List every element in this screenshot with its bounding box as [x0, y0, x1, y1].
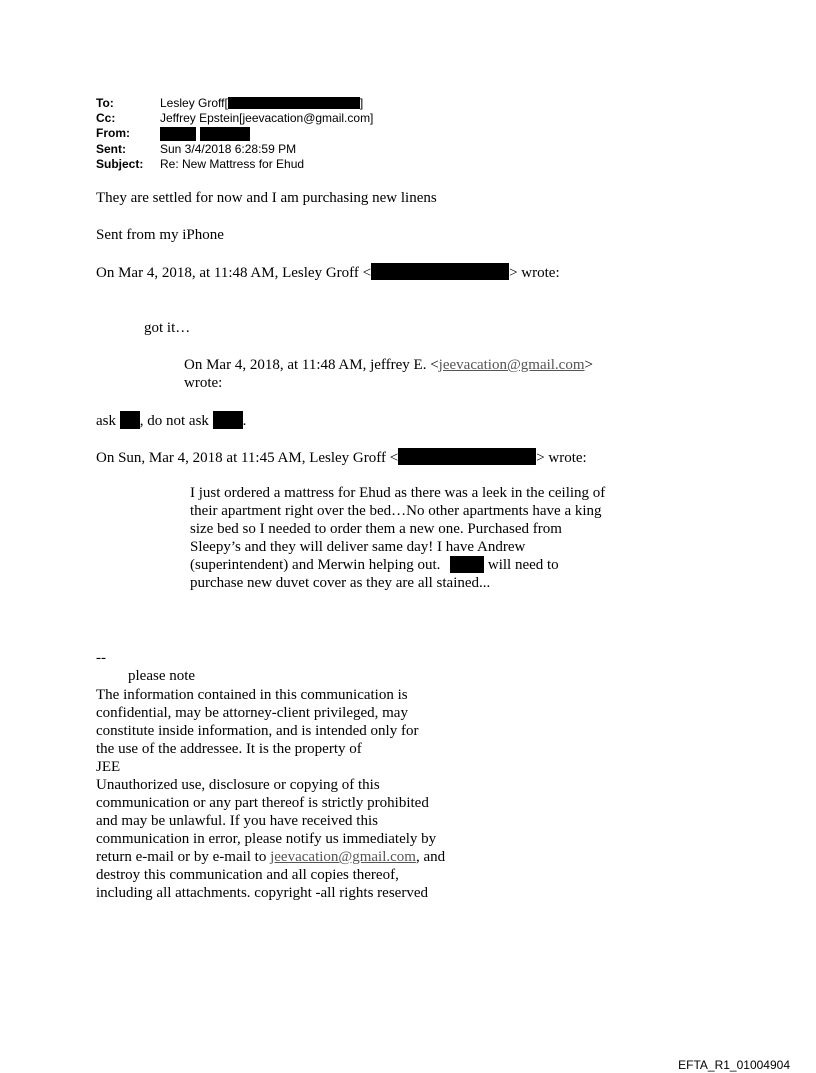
quote-header-1-prefix: On Mar 4, 2018, at 11:48 AM, Lesley Groff <: [96, 265, 372, 281]
message-signature: Sent from my iPhone: [96, 227, 224, 243]
disclaimer-text: [96, 686, 516, 902]
original-line: I just ordered a mattress for Ehud as there was a leek in the ceiling of: [190, 485, 606, 501]
disclaimer-line: [96, 848, 516, 866]
quote-header-2: [184, 356, 644, 392]
please-note: please note: [128, 668, 196, 684]
disclaimer-line: destroy this communication and all copies thereof,: [96, 867, 399, 883]
original-line-part: (superintendent) and Merwin helping out.: [190, 557, 441, 573]
redaction-box: [160, 127, 196, 141]
redaction-box: [213, 411, 243, 429]
email-link[interactable]: jeevacation@gmail.com: [270, 849, 416, 865]
quote-header-3: [96, 448, 587, 468]
redaction-box: [450, 556, 484, 573]
original-line-part: will need to: [487, 557, 559, 573]
redaction-box: [371, 263, 509, 280]
reply-ask-end: .: [242, 413, 247, 429]
quote-header-2-prefix: On Mar 4, 2018, at 11:48 AM, jeffrey E. <: [184, 357, 439, 373]
redaction-box: [228, 97, 360, 109]
disclaimer-line: The information contained in this communication is: [96, 687, 408, 703]
quote-header-1: [96, 263, 560, 283]
quote-header-3-prefix: On Sun, Mar 4, 2018 at 11:45 AM, Lesley Groff <: [96, 450, 399, 466]
redaction-box: [398, 448, 536, 465]
original-line: purchase new duvet cover as they are all stained...: [190, 575, 491, 591]
redaction-box: [200, 127, 250, 141]
reply-got-it: got it…: [144, 320, 191, 336]
quote-header-1-suffix: > wrote:: [509, 265, 560, 281]
subject-value: Re: New Mattress for Ehud: [160, 157, 305, 171]
signature-dashes: --: [96, 650, 106, 666]
quote-header-2-suffix: >: [584, 357, 593, 373]
quote-header-3-suffix: > wrote:: [536, 450, 587, 466]
to-recipient: Lesley Groff[: [160, 96, 228, 110]
disclaimer-line: JEE: [96, 759, 121, 775]
cc-value: Jeffrey Epstein[jeevacation@gmail.com]: [160, 111, 374, 125]
quote-header-2-line: [184, 356, 644, 374]
subject-label: Subject:: [96, 157, 144, 171]
to-label: To:: [96, 96, 114, 110]
original-line: size bed so I needed to order them a new one. Purchased from: [190, 521, 562, 537]
quote-header-2-wrote: wrote:: [184, 375, 223, 391]
disclaimer-return-prefix: return e-mail or by e-mail to: [96, 849, 271, 865]
disclaimer-line: constitute inside information, and is intended only for: [96, 723, 419, 739]
original-line: [190, 556, 650, 574]
disclaimer-line: and may be unlawful. If you have received this: [96, 813, 378, 829]
to-close: ]: [359, 96, 364, 110]
disclaimer-line: communication in error, please notify us immediately by: [96, 831, 437, 847]
email-link[interactable]: jeevacation@gmail.com: [438, 357, 585, 373]
sent-value: Sun 3/4/2018 6:28:59 PM: [160, 142, 297, 156]
reply-ask-text: ask: [96, 413, 116, 429]
from-label: From:: [96, 126, 130, 140]
to-value: [160, 97, 363, 110]
email-header: [96, 97, 516, 175]
document-id: EFTA_R1_01004904: [678, 1058, 790, 1072]
original-message: [190, 484, 650, 592]
disclaimer-line: confidential, may be attorney-client privileged, may: [96, 705, 408, 721]
message-body: They are settled for now and I am purchasing new linens: [96, 190, 437, 206]
sent-label: Sent:: [96, 142, 126, 156]
disclaimer-line: the use of the addressee. It is the property of: [96, 741, 362, 757]
original-line: Sleepy’s and they will deliver same day! I have Andrew: [190, 539, 526, 555]
from-value: [160, 127, 250, 142]
reply-ask: [96, 411, 246, 431]
disclaimer-line: Unauthorized use, disclosure or copying of this: [96, 777, 380, 793]
disclaimer-line: including all attachments. copyright -all rights reserved: [96, 885, 428, 901]
original-line: their apartment right over the bed…No other apartments have a king: [190, 503, 602, 519]
reply-ask-mid: , do not ask: [139, 413, 209, 429]
disclaimer-line: communication or any part thereof is strictly prohibited: [96, 795, 429, 811]
cc-label: Cc:: [96, 111, 116, 125]
redaction-box: [120, 411, 140, 429]
disclaimer-return-suffix: , and: [415, 849, 446, 865]
